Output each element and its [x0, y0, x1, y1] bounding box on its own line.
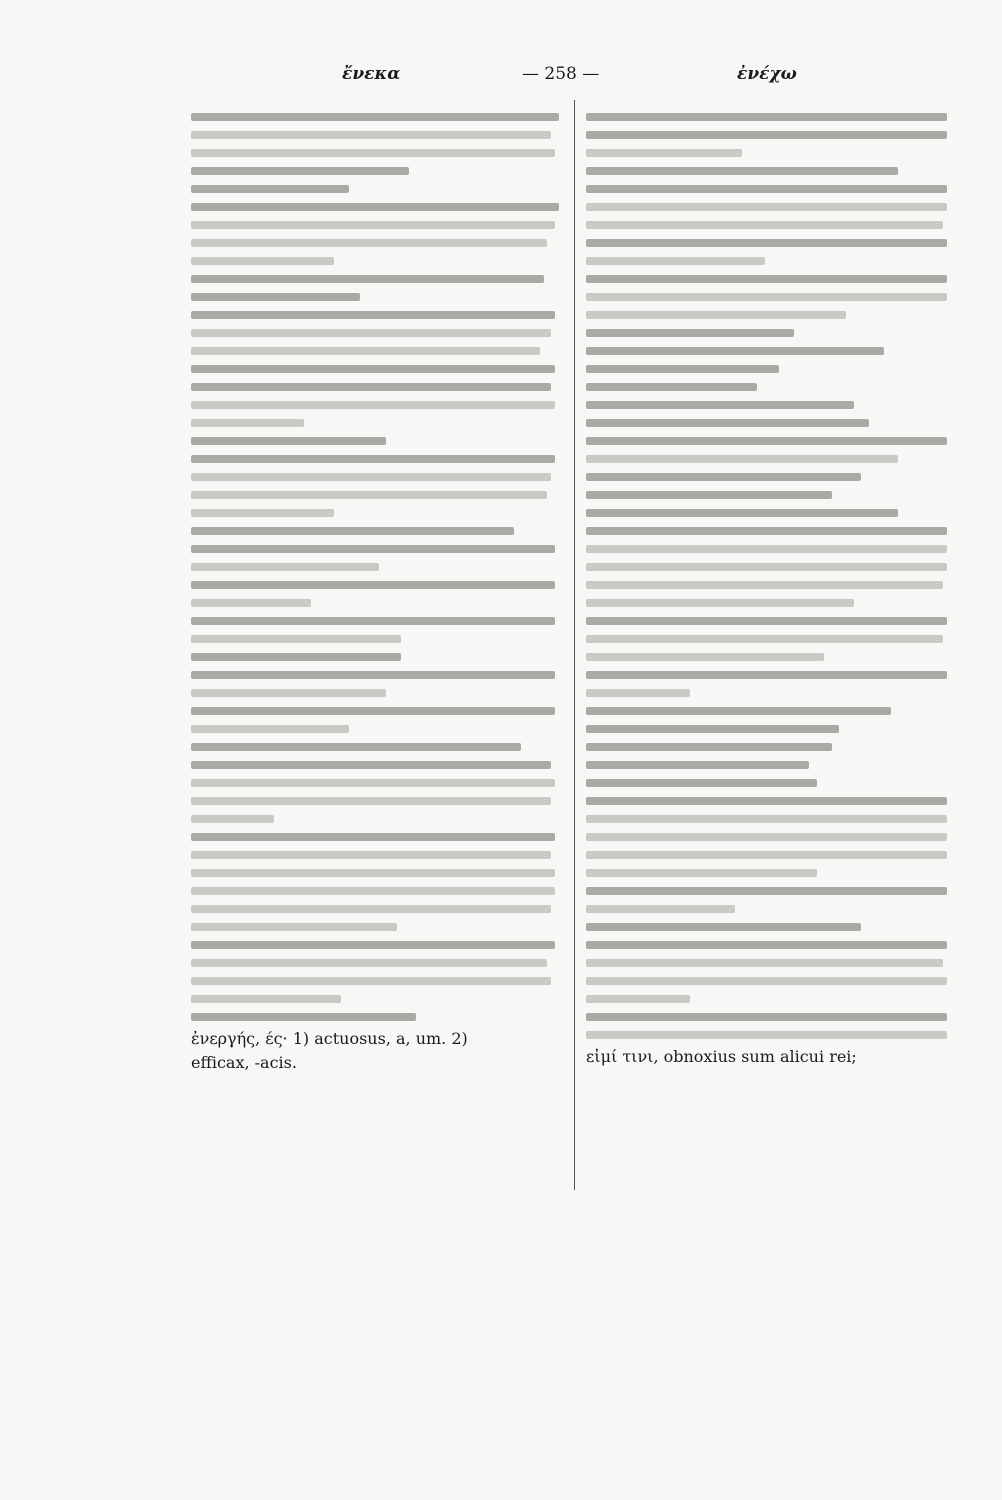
entry-line: [191, 419, 304, 427]
entry-line: [586, 257, 765, 265]
entry-line: [191, 275, 544, 283]
entry-line: [586, 905, 735, 913]
entry-line: [191, 851, 551, 859]
entry-line: [191, 833, 555, 841]
entry-line: [586, 599, 854, 607]
entry-line: [586, 689, 690, 697]
entry-line: [191, 1013, 416, 1021]
entry-line: [586, 167, 898, 175]
entry-line: [586, 383, 757, 391]
entry-line: [586, 635, 943, 643]
entry-line: [191, 491, 547, 499]
entry-line: [586, 797, 947, 805]
entry-line: [191, 743, 521, 751]
entry-line: [191, 581, 555, 589]
entry-line: [191, 545, 555, 553]
entry-line: [191, 383, 551, 391]
entry-line: [586, 923, 861, 931]
running-head-right: ἐνέχω: [737, 64, 797, 84]
running-head: [0, 64, 1002, 94]
entry-line: [191, 761, 551, 769]
entry-line: [586, 365, 779, 373]
entry-line: [191, 113, 559, 121]
entry-line: [191, 347, 540, 355]
entry-line: [191, 635, 401, 643]
entry-line: [586, 725, 839, 733]
entry-line: [586, 761, 809, 769]
entry-line: [191, 311, 555, 319]
entry-line: [586, 347, 884, 355]
page-number: — 258 —: [522, 64, 600, 84]
entry-line: [586, 1031, 947, 1039]
entry-line: [191, 941, 555, 949]
entry-line: [586, 131, 947, 139]
entry-line: [586, 1013, 947, 1021]
entry-line: [191, 509, 334, 517]
entry-line: [191, 779, 555, 787]
entry-line: [586, 437, 947, 445]
entry-line: [586, 527, 947, 535]
entry-line: [191, 221, 555, 229]
entry-line: [586, 185, 947, 193]
entry-text: εἰμί τινι, obnoxius sum alicui rei;: [586, 1047, 857, 1066]
entry-line: [191, 527, 514, 535]
entry-line: [191, 473, 551, 481]
entry-line: [586, 887, 947, 895]
entry-line: [191, 437, 386, 445]
entry-line: [191, 995, 341, 1003]
entry-line: [586, 545, 947, 553]
entry-line: [586, 941, 947, 949]
entry-line: [586, 743, 832, 751]
entry-line: [191, 905, 551, 913]
entry-line: [191, 923, 397, 931]
entry-line: [586, 419, 869, 427]
entry-line: [191, 725, 349, 733]
entry-line: [191, 869, 555, 877]
entry-line: [586, 203, 947, 211]
entry-line: [586, 311, 846, 319]
entry-line: [586, 275, 947, 283]
entry-line: [191, 203, 559, 211]
entry-line: [586, 851, 947, 859]
entry-line: [191, 365, 555, 373]
entry-line: [191, 977, 551, 985]
column-divider: [574, 100, 575, 1190]
entry-line: [191, 815, 274, 823]
entry-line: [586, 293, 947, 301]
entry-line: [586, 959, 943, 967]
entry-line: [191, 239, 547, 247]
entry-line: [191, 293, 360, 301]
entry-line: [586, 995, 690, 1003]
entry-text: efficax, -acis.: [191, 1053, 297, 1072]
entry-line: [191, 671, 555, 679]
entry-line: [586, 221, 943, 229]
entry-line: [586, 707, 891, 715]
entry-line: [586, 149, 742, 157]
entry-line: [191, 617, 555, 625]
entry-line: [586, 401, 854, 409]
entry-line: [191, 797, 551, 805]
entry-line: [191, 131, 551, 139]
entry-line: [586, 815, 947, 823]
entry-line: [586, 671, 947, 679]
entry-line: [586, 617, 947, 625]
entry-line: [586, 509, 898, 517]
entry-line: [191, 599, 311, 607]
entry-line: [586, 455, 898, 463]
running-head-left: ἔνεκα: [342, 64, 401, 84]
entry-line: [191, 653, 401, 661]
right-column: [586, 103, 958, 1069]
entry-text: ἐνεργής, ές· 1) actuosus, a, um. 2): [191, 1029, 468, 1048]
entry-line: [586, 329, 794, 337]
entry-line: [191, 887, 555, 895]
entry-line: [191, 257, 334, 265]
entry-line: [191, 401, 555, 409]
entry-line: [586, 491, 832, 499]
entry-line: [191, 707, 555, 715]
entry-line: [191, 563, 379, 571]
entry-line: [191, 689, 386, 697]
entry-line: [586, 869, 817, 877]
entry-line: [586, 239, 947, 247]
left-column: [191, 103, 566, 1075]
entry-line: [191, 959, 547, 967]
entry-line: [586, 977, 947, 985]
entry-line: [586, 779, 817, 787]
entry-line: [586, 581, 943, 589]
entry-line: [191, 185, 349, 193]
entry-line: [191, 167, 409, 175]
entry-line: [586, 653, 824, 661]
entry-line: [586, 113, 947, 121]
entry-line: [586, 563, 947, 571]
entry-line: [586, 833, 947, 841]
entry-line: [191, 149, 555, 157]
entry-line: [586, 473, 861, 481]
entry-line: [191, 455, 555, 463]
entry-line: [191, 329, 551, 337]
